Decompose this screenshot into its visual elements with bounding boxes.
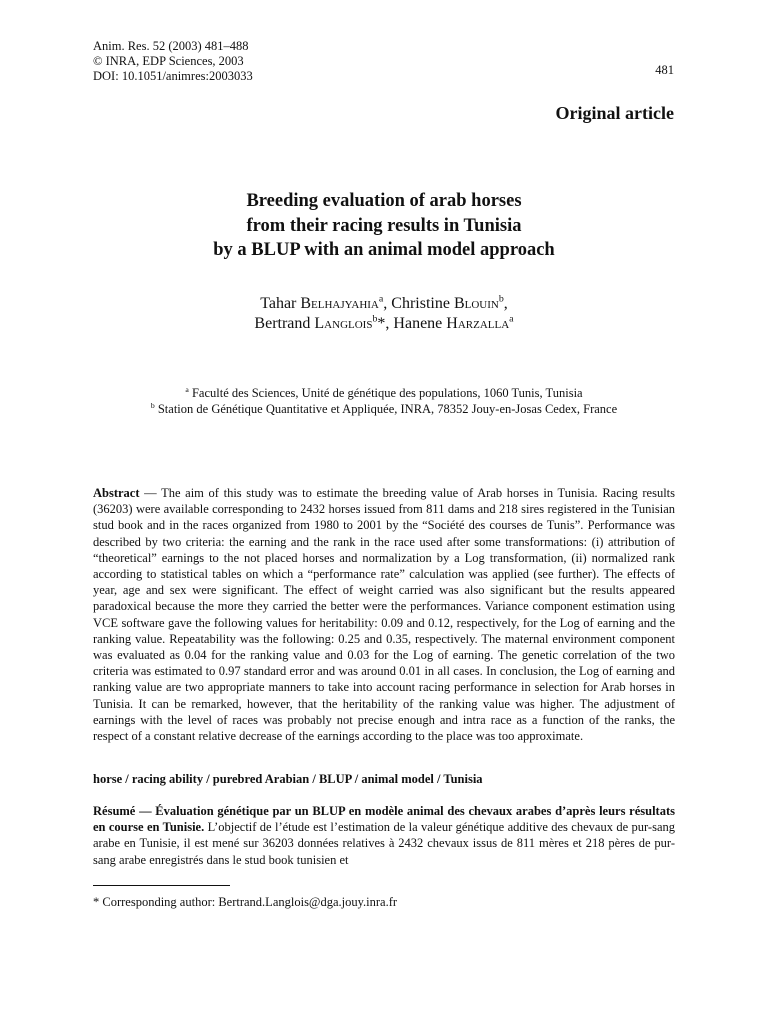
abstract-label: Abstract: [93, 486, 140, 500]
affiliation-marker: b: [498, 293, 504, 305]
title-line: Breeding evaluation of arab horses: [246, 191, 522, 211]
author-last-name: Langlois: [314, 315, 373, 332]
page-number: 481: [655, 63, 674, 77]
title-line: from their racing results in Tunisia: [246, 215, 522, 236]
article-type: Original article: [555, 103, 674, 123]
affiliations: [93, 386, 675, 417]
doi: DOI: 10.1051/animres:2003033: [93, 69, 253, 83]
author-first-name: Tahar: [260, 295, 301, 312]
affiliation-marker: a: [185, 384, 189, 394]
resume-text: L’objectif de l’étude est l’estimation de la valeur génétique additive des chevaux de pur-sang arabe en Tunisie, il est mené sur 36203 données relatives à 2432 chevaux issus de 811 mères et 218 pères de pur-sang arabe enregistrés dans le stud book tunisien et: [93, 820, 675, 867]
author-line: [93, 314, 675, 334]
paper-title: [93, 189, 675, 263]
resume-title: Résumé — Évaluation génétique par un BLUP en modèle animal des chevaux arabes d’après leurs résultats en course en Tunisie.: [93, 804, 675, 835]
citation: Anim. Res. 52 (2003) 481–488: [93, 39, 249, 53]
keywords: horse / racing ability / purebred Arabian / BLUP / animal model / Tunisia: [93, 772, 483, 786]
abstract: [93, 485, 675, 744]
abstract-paragraph: [93, 485, 675, 744]
author-last-name: Harzalla: [446, 315, 510, 332]
footnote-divider: [93, 885, 230, 886]
author-first-name: Hanene: [393, 315, 447, 332]
affiliation: [93, 386, 675, 402]
affiliation-text: Station de Génétique Quantitative et Appliquée, INRA, 78352 Jouy-en-Josas Cedex, France: [154, 401, 618, 416]
separator: ,: [503, 295, 508, 312]
author-list: [93, 294, 675, 334]
resume: [93, 803, 675, 868]
author-line: [93, 294, 675, 314]
affiliation-marker: b: [372, 313, 378, 325]
journal-header: [93, 39, 253, 84]
separator: *,: [377, 315, 394, 332]
affiliation-marker: b: [150, 400, 155, 410]
author-first-name: , Christine: [383, 295, 454, 312]
affiliation: [93, 402, 675, 418]
title-line: by a BLUP with an animal model approach: [213, 240, 555, 260]
affiliation-marker: a: [509, 313, 514, 325]
affiliation-marker: a: [378, 293, 384, 305]
author-last-name: Blouin: [453, 295, 499, 312]
copyright: © INRA, EDP Sciences, 2003: [93, 54, 244, 68]
author-first-name: Bertrand: [254, 315, 315, 332]
abstract-text: — The aim of this study was to estimate the breeding value of Arab horses in Tunisia. Racing results (36203) were available corresponding to 2432 horses issued from 811 dams and 218 sires registered in the Tunisian stud book and in the races organized from 1980 to 2001 by the “Société des courses de Tunis”. Performance was described by two criteria: the earning and the rank in the race used after some transformations: (i) attribution of “theoretical” earnings to the not placed horses and normalization by a Log transformation, (ii) normalized rank according to statistical tables on which a “performance rate” calculation was applied (see further). The effects of year, age and sex were significant. The effect of weight carried was also significant but the results appeared paradoxical because the more they carried the better were the performances. Variance component estimation using VCE software gave the following values for heritability: 0.09 and 0.12, respectively, for the Log of earning and the ranking value. Repeatability was the following: 0.25 and 0.35, respectively. The maternal environment component was evaluated as 0.04 for the ranking value and 0.03 for the Log of earning. The genetic correlation of the two criteria was estimated to 0.97 standard error and was around 0.01 in all cases. In conclusion, the Log of earning and ranking value are two appropriate manners to take into account racing performance in selection for Arab horses in Tunisia. It can be remarked, however, that the heritability of the ranking value was higher. The adjustment of earnings with the level of races was probably not precise enough and intra race as a function of the ranks, the respect of a constant relative decrease of the earnings according to the place was too approximate.: [93, 486, 675, 744]
corresponding-author-footnote: * Corresponding author: Bertrand.Langlois@dga.jouy.inra.fr: [93, 895, 398, 909]
author-last-name: Belhajyahia: [300, 295, 379, 312]
affiliation-text: Faculté des Sciences, Unité de génétique des populations, 1060 Tunis, Tunisia: [188, 386, 583, 400]
